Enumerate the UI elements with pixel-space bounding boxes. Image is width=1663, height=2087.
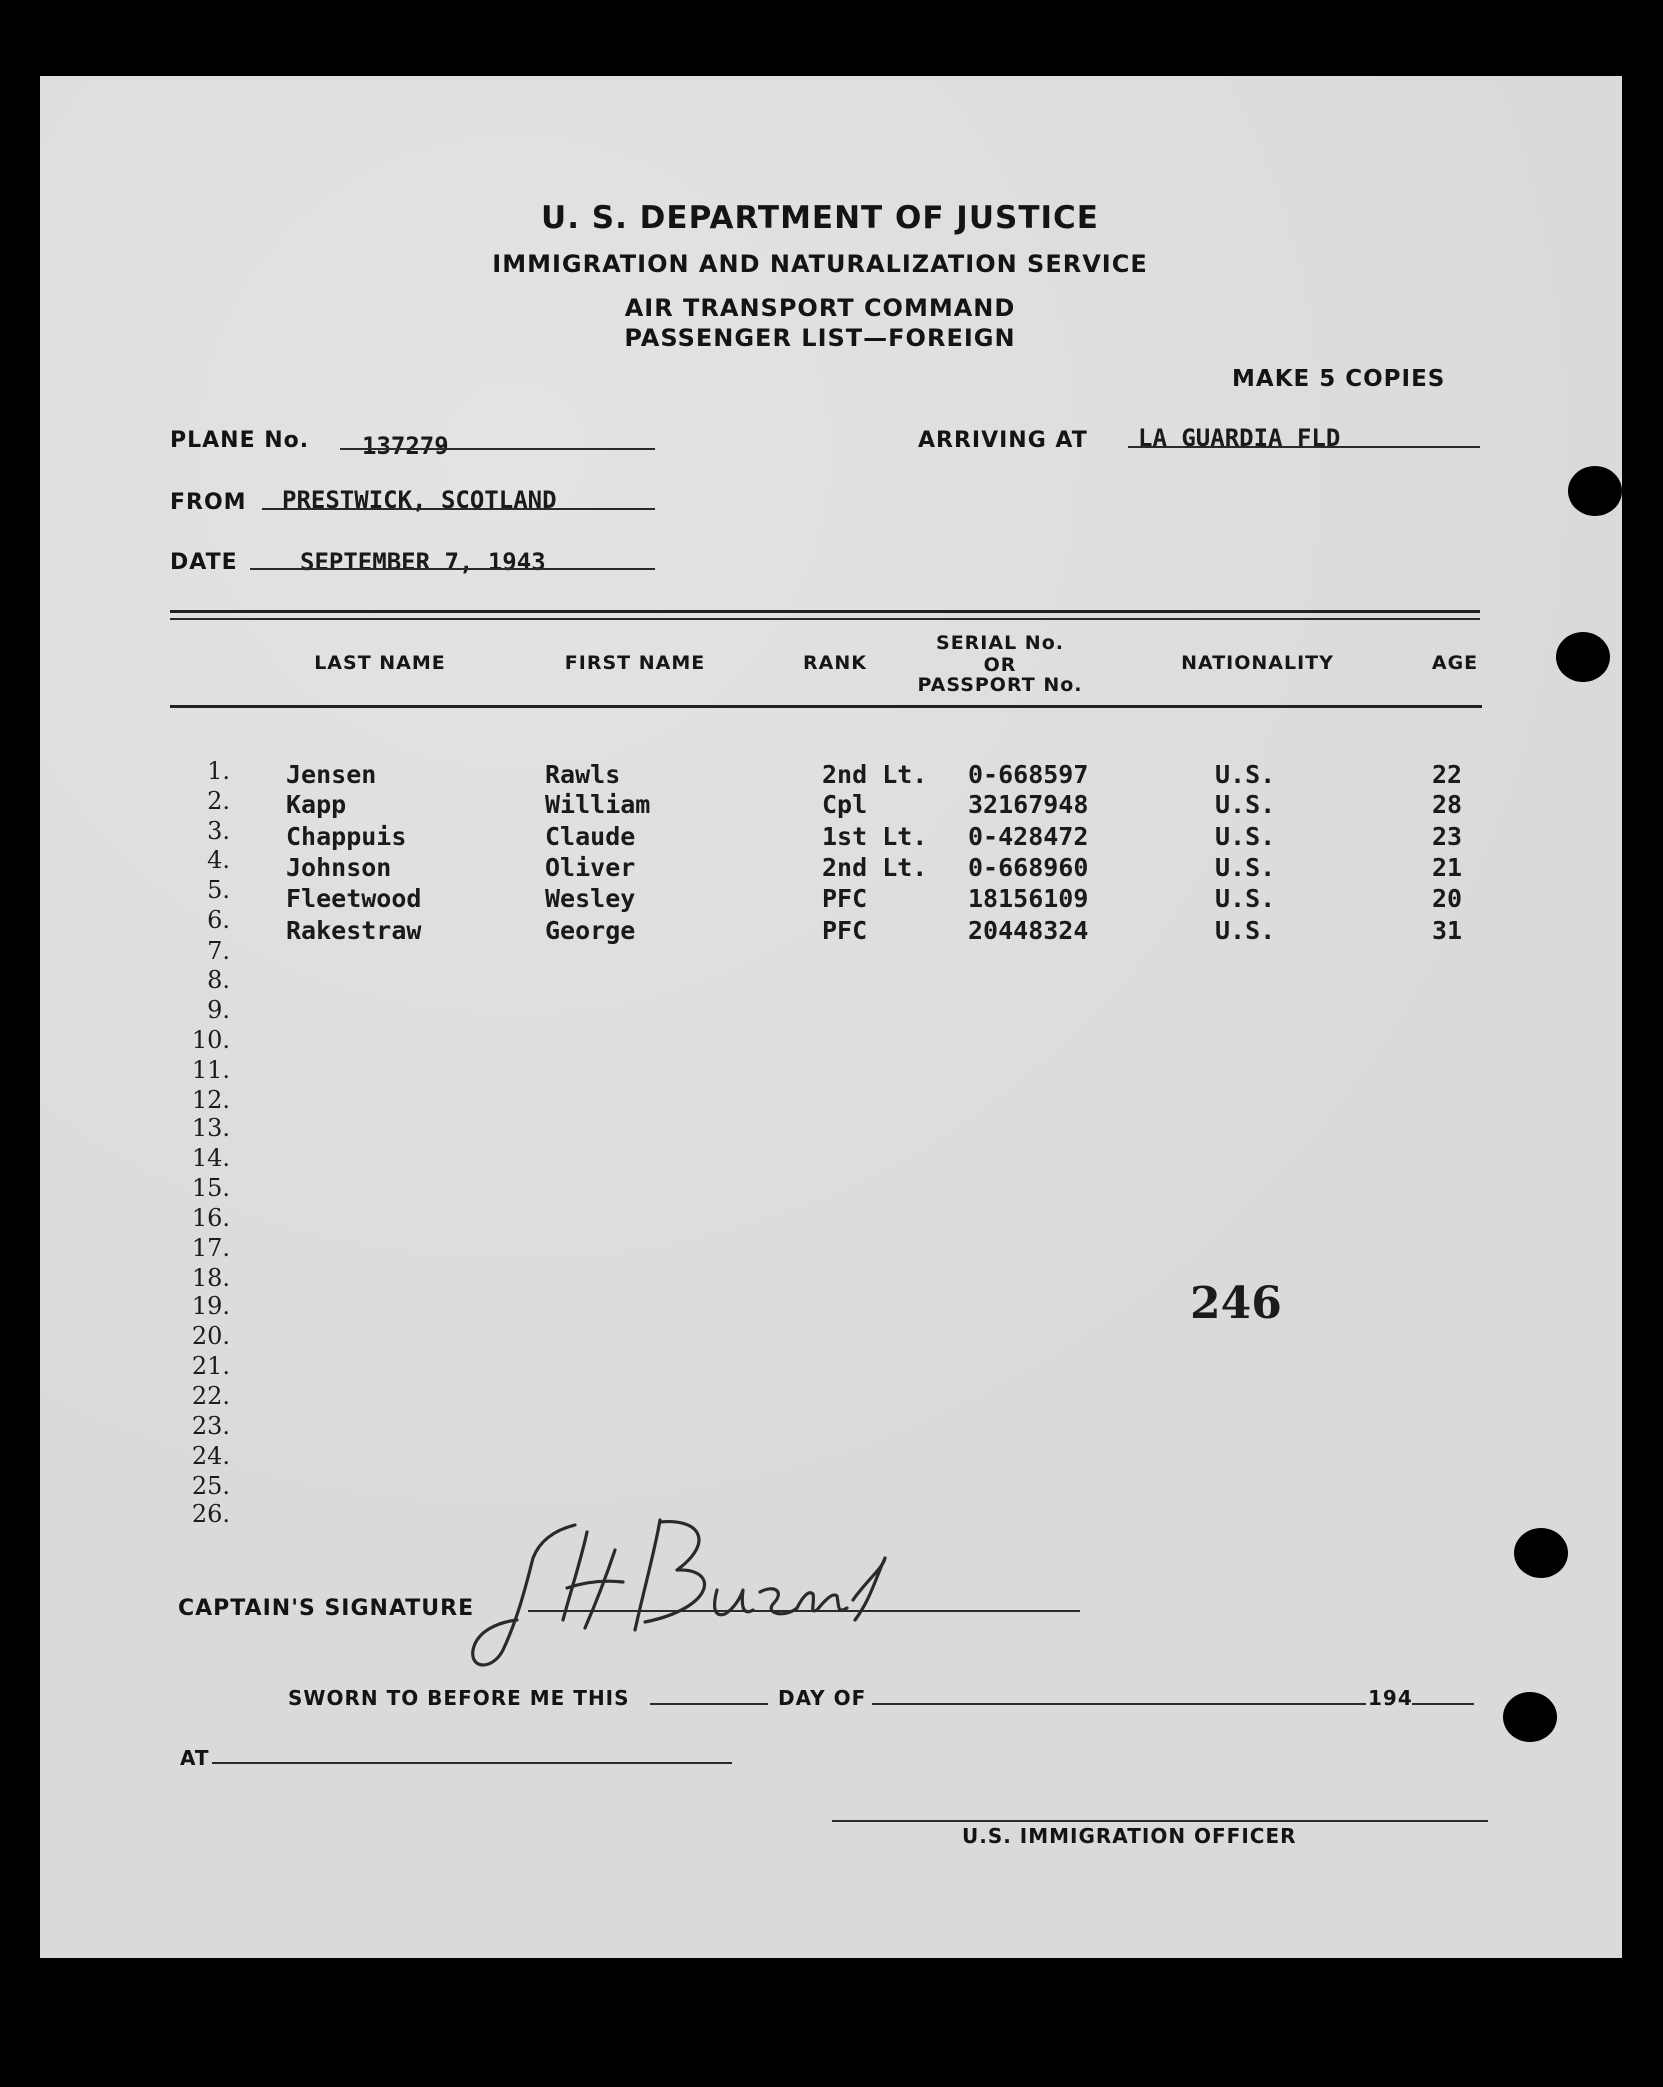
sworn-day-line	[650, 1703, 768, 1705]
row-number: 15.	[191, 1174, 230, 1202]
cell-rank: 2nd Lt.	[822, 853, 928, 882]
col-serial-1: SERIAL No.	[936, 632, 1064, 654]
row-number: 19.	[191, 1292, 230, 1320]
row-number: 18.	[191, 1264, 230, 1292]
plane-label: PLANE No.	[170, 428, 310, 453]
cell-first-name: William	[545, 790, 651, 819]
row-number: 4.	[207, 846, 230, 874]
row-number: 1.	[207, 757, 230, 785]
form-department-title: U. S. DEPARTMENT OF JUSTICE	[541, 200, 1099, 236]
captain-signature-label: CAPTAIN'S SIGNATURE	[178, 1596, 475, 1621]
at-label: AT	[180, 1746, 210, 1770]
officer-line	[832, 1820, 1488, 1822]
col-nationality: NATIONALITY	[1181, 652, 1334, 674]
col-rank: RANK	[803, 652, 867, 674]
cell-age: 28	[1432, 790, 1463, 819]
row-number: 24.	[191, 1442, 230, 1470]
col-last-name: LAST NAME	[314, 652, 446, 674]
cell-rank: 1st Lt.	[822, 822, 928, 851]
row-number: 12.	[191, 1086, 230, 1114]
punch-hole	[1556, 632, 1610, 682]
day-of-label: DAY OF	[778, 1686, 867, 1710]
col-age: AGE	[1431, 652, 1479, 674]
row-number: 2.	[207, 787, 230, 815]
row-number: 8.	[207, 966, 230, 994]
punch-hole	[1568, 466, 1622, 516]
cell-age: 22	[1432, 760, 1463, 789]
sworn-label: SWORN TO BEFORE ME THIS	[288, 1686, 630, 1710]
from-line	[262, 508, 655, 510]
row-number: 11.	[191, 1056, 230, 1084]
cell-last-name: Rakestraw	[286, 916, 422, 945]
cell-nationality: U.S.	[1215, 884, 1276, 913]
stamp-number: 246	[1190, 1278, 1282, 1329]
cell-last-name: Fleetwood	[286, 884, 422, 913]
cell-rank: 2nd Lt.	[822, 760, 928, 789]
at-line	[212, 1762, 732, 1764]
cell-serial: 32167948	[968, 790, 1089, 819]
row-number: 7.	[207, 937, 230, 965]
header-rule	[170, 610, 1480, 613]
date-line	[250, 568, 655, 570]
cell-age: 20	[1432, 884, 1463, 913]
from-label: FROM	[170, 490, 247, 515]
date-label: DATE	[170, 550, 238, 575]
cell-nationality: U.S.	[1215, 822, 1276, 851]
copies-note: MAKE 5 COPIES	[1232, 366, 1446, 392]
cell-serial: 0-668960	[968, 853, 1089, 882]
cell-first-name: George	[545, 916, 636, 945]
row-number: 16.	[191, 1204, 230, 1232]
arriving-label: ARRIVING AT	[918, 428, 1088, 453]
row-number: 5.	[207, 876, 230, 904]
plane-line	[340, 448, 655, 450]
cell-last-name: Jensen	[286, 760, 377, 789]
row-number: 6.	[207, 906, 230, 934]
row-number: 25.	[191, 1472, 230, 1500]
year-label: 194	[1368, 1686, 1413, 1710]
cell-last-name: Chappuis	[286, 822, 407, 851]
form-list-type: PASSENGER LIST—FOREIGN	[624, 324, 1016, 352]
cell-rank: Cpl	[822, 790, 868, 819]
col-serial-3: PASSPORT No.	[917, 674, 1083, 696]
plane-value: 137279	[362, 432, 449, 460]
punch-hole	[1514, 1528, 1568, 1578]
col-first-name: FIRST NAME	[564, 652, 706, 674]
cell-serial: 18156109	[968, 884, 1089, 913]
header-rule-thin	[170, 618, 1480, 620]
cell-nationality: U.S.	[1215, 853, 1276, 882]
cell-first-name: Oliver	[545, 853, 636, 882]
row-number: 20.	[191, 1322, 230, 1350]
row-number: 17.	[191, 1234, 230, 1262]
row-number: 9.	[207, 996, 230, 1024]
form-service-title: IMMIGRATION AND NATURALIZATION SERVICE	[492, 250, 1148, 278]
row-number: 10.	[191, 1026, 230, 1054]
form-command-title: AIR TRANSPORT COMMAND	[624, 294, 1016, 322]
month-line	[872, 1703, 1366, 1705]
cell-first-name: Claude	[545, 822, 636, 851]
row-number: 21.	[191, 1352, 230, 1380]
cell-age: 31	[1432, 916, 1463, 945]
cell-first-name: Wesley	[545, 884, 636, 913]
punch-hole	[1503, 1692, 1557, 1742]
officer-label: U.S. IMMIGRATION OFFICER	[962, 1824, 1297, 1848]
cell-first-name: Rawls	[545, 760, 621, 789]
captain-signature	[455, 1510, 955, 1680]
cell-last-name: Kapp	[286, 790, 347, 819]
row-number: 26.	[191, 1500, 230, 1528]
cell-age: 21	[1432, 853, 1463, 882]
cell-serial: 0-668597	[968, 760, 1089, 789]
arriving-line	[1128, 446, 1480, 448]
cell-last-name: Johnson	[286, 853, 392, 882]
cell-rank: PFC	[822, 884, 868, 913]
row-number: 22.	[191, 1382, 230, 1410]
cell-serial: 0-428472	[968, 822, 1089, 851]
cell-nationality: U.S.	[1215, 790, 1276, 819]
from-value: PRESTWICK, SCOTLAND	[282, 486, 557, 514]
row-number: 23.	[191, 1412, 230, 1440]
col-serial-2: OR	[983, 654, 1017, 676]
row-number: 3.	[207, 817, 230, 845]
cell-nationality: U.S.	[1215, 916, 1276, 945]
cell-serial: 20448324	[968, 916, 1089, 945]
cell-age: 23	[1432, 822, 1463, 851]
date-value: SEPTEMBER 7, 1943	[300, 548, 546, 576]
row-number: 14.	[191, 1144, 230, 1172]
cell-nationality: U.S.	[1215, 760, 1276, 789]
row-number: 13.	[191, 1114, 230, 1142]
arriving-value: LA GUARDIA FLD	[1138, 424, 1341, 452]
columns-rule	[170, 705, 1482, 708]
cell-rank: PFC	[822, 916, 868, 945]
year-line	[1412, 1703, 1474, 1705]
